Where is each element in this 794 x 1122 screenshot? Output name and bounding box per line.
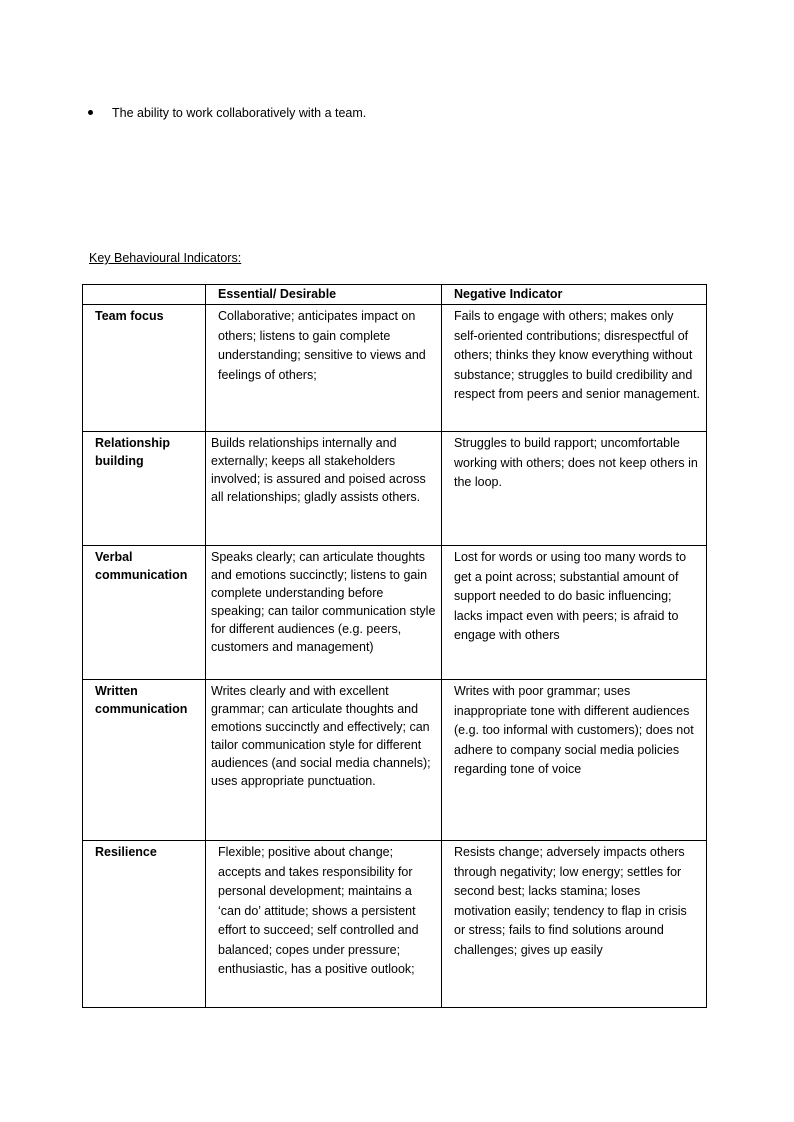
header-empty [83,285,206,305]
essential-cell: Speaks clearly; can articulate thoughts and emotions succinctly; listens to gain complete understanding before speaking; can tailor communication style for different audiences (e.g. peers, customers and management) [206,546,442,680]
table-row [83,305,707,432]
header-negative: Negative Indicator [442,285,707,305]
table-row [83,841,707,1008]
bullet-item [88,106,366,120]
bullet-icon [88,110,93,115]
essential-cell: Builds relationships internally and externally; keeps all stakeholders involved; is assured and poised across all relationships; gladly assists others. [206,432,442,546]
essential-cell: Flexible; positive about change; accepts and takes responsibility for personal development; maintains a ‘can do’ attitude; shows a persistent effort to succeed; self controlled and balanced; copes under pressure; enthusiastic, has a positive outlook; [206,841,442,1008]
table-header-row [83,285,707,305]
essential-cell: Writes clearly and with excellent grammar; can articulate thoughts and emotions succinctly and effectively; can tailor communication style for different audiences (and social media channels); uses appropriate punctuation. [206,680,442,841]
section-heading: Key Behavioural Indicators: [89,251,242,265]
negative-cell: Struggles to build rapport; uncomfortable working with others; does not keep others in the loop. [442,432,707,546]
category-cell: Relationship building [83,432,206,546]
bullet-text: The ability to work collaboratively with a team. [112,106,367,120]
category-cell: Resilience [83,841,206,1008]
table-row [83,546,707,680]
essential-cell: Collaborative; anticipates impact on others; listens to gain complete understanding; sensitive to views and feelings of others; [206,305,442,432]
category-cell: Team focus [83,305,206,432]
behavioural-indicators-table [82,284,707,1008]
negative-cell: Lost for words or using too many words to get a point across; substantial amount of support needed to do basic influencing; lacks impact even with peers; is afraid to engage with others [442,546,707,680]
category-cell: Written communication [83,680,206,841]
category-cell: Verbal communication [83,546,206,680]
negative-cell: Fails to engage with others; makes only self-oriented contributions; disrespectful of others; thinks they know everything without substance; struggles to build credibility and respect from peers and senior management. [442,305,707,432]
table-row [83,680,707,841]
negative-cell: Resists change; adversely impacts others through negativity; low energy; settles for second best; lacks stamina; loses motivation easily; tendency to flap in crisis or stress; fails to find solutions around challenges; gives up easily [442,841,707,1008]
table-row [83,432,707,546]
header-essential: Essential/ Desirable [206,285,442,305]
negative-cell: Writes with poor grammar; uses inappropriate tone with different audiences (e.g. too informal with customers); does not adhere to company social media policies regarding tone of voice [442,680,707,841]
